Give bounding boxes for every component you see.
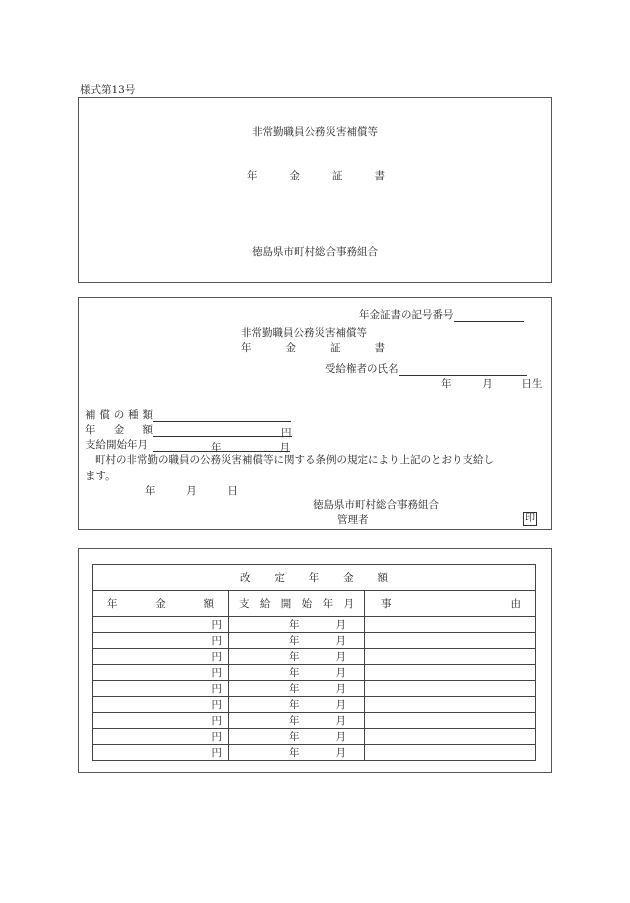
start-year-label: 年 <box>211 442 222 454</box>
start-cell[interactable] <box>229 713 365 729</box>
header-char: 金 <box>155 598 166 610</box>
birth-date <box>441 376 542 391</box>
month-label: 月 <box>335 715 346 727</box>
header-char: 年 <box>107 598 118 610</box>
issue-month-label: 月 <box>186 485 197 497</box>
birth-month-label: 月 <box>482 378 493 390</box>
label-char: 金 <box>113 424 125 436</box>
start-month-label: 月 <box>279 442 290 454</box>
year-label: 年 <box>289 667 300 679</box>
cover-subtitle <box>247 168 385 183</box>
issue-day-label: 日 <box>227 485 238 497</box>
year-label: 年 <box>289 651 300 663</box>
annual-amount-line[interactable] <box>153 425 281 437</box>
title-char: 改 <box>240 572 251 584</box>
header-char: 支 <box>239 598 250 610</box>
body-text-line1: 町村の非常勤の職員の公務災害補償等に関する条例の規定により上記のとおり支給し <box>95 454 494 466</box>
month-label: 月 <box>335 683 346 695</box>
form-number: 様式第13号 <box>80 84 136 96</box>
beneficiary-field <box>325 361 527 376</box>
table-row <box>93 633 536 649</box>
compensation-type-line[interactable] <box>153 410 291 422</box>
certificate-subtitle-char: 金 <box>285 342 296 354</box>
certificate-box <box>78 297 552 530</box>
yen-label: 円 <box>211 747 222 759</box>
header-char: 月 <box>343 598 354 610</box>
annual-amount-field <box>85 422 292 437</box>
table-row <box>93 617 536 633</box>
amount-cell[interactable] <box>93 697 229 713</box>
start-cell[interactable] <box>229 649 365 665</box>
yen-label: 円 <box>211 715 222 727</box>
start-year-line[interactable] <box>153 440 211 452</box>
revision-table-title <box>93 565 536 591</box>
label-char: 額 <box>142 424 153 436</box>
reason-cell[interactable] <box>365 633 536 649</box>
title-char: 額 <box>377 572 388 584</box>
compensation-type-label <box>85 407 153 422</box>
reason-cell[interactable] <box>365 649 536 665</box>
header-char: 年 <box>322 598 334 610</box>
annual-amount-yen: 円 <box>281 427 292 439</box>
label-char: 償 <box>99 409 110 421</box>
yen-label: 円 <box>211 731 222 743</box>
yen-label: 円 <box>211 683 222 695</box>
cover-subtitle-char: 年 <box>247 170 258 182</box>
compensation-type-field <box>85 407 291 422</box>
amount-cell[interactable] <box>93 713 229 729</box>
table-row <box>93 745 536 761</box>
amount-cell[interactable] <box>93 745 229 761</box>
amount-cell[interactable] <box>93 729 229 745</box>
month-label: 月 <box>335 667 346 679</box>
reason-cell[interactable] <box>365 665 536 681</box>
year-label: 年 <box>289 619 300 631</box>
start-cell[interactable] <box>229 681 365 697</box>
label-char: 類 <box>142 409 153 421</box>
record-number-field <box>359 307 524 322</box>
start-cell[interactable] <box>229 697 365 713</box>
table-row <box>93 681 536 697</box>
certificate-issuer: 徳島県市町村総合事務組合 <box>313 499 439 511</box>
issue-date <box>145 483 238 498</box>
cover-subtitle-char: 金 <box>289 170 300 182</box>
certificate-subtitle-char: 年 <box>241 342 252 354</box>
label-char: 補 <box>85 409 96 421</box>
header-reason <box>365 591 536 617</box>
reason-cell[interactable] <box>365 681 536 697</box>
amount-cell[interactable] <box>93 649 229 665</box>
annual-amount-label <box>85 422 153 437</box>
record-number-line[interactable] <box>454 310 524 322</box>
issue-year-label: 年 <box>145 485 156 497</box>
table-row <box>93 713 536 729</box>
yen-label: 円 <box>211 699 222 711</box>
year-label: 年 <box>289 683 300 695</box>
year-label: 年 <box>289 731 300 743</box>
year-label: 年 <box>289 715 300 727</box>
cover-issuer: 徳島県市町村総合事務組合 <box>252 246 378 258</box>
label-char: 種 <box>128 409 139 421</box>
revision-table <box>92 564 536 761</box>
month-label: 月 <box>335 635 346 647</box>
header-reason-1: 事 <box>381 598 392 610</box>
month-label: 月 <box>335 747 346 759</box>
amount-cell[interactable] <box>93 617 229 633</box>
beneficiary-label: 受給権者の氏名 <box>325 363 399 375</box>
cover-subtitle-char: 証 <box>332 170 343 182</box>
reason-cell[interactable] <box>365 745 536 761</box>
header-char: 開 <box>280 598 292 610</box>
reason-cell[interactable] <box>365 697 536 713</box>
yen-label: 円 <box>211 619 222 631</box>
table-row <box>93 697 536 713</box>
label-char: の <box>113 409 125 421</box>
year-label: 年 <box>289 747 300 759</box>
start-date-field <box>85 437 290 452</box>
certificate-subtitle-char: 書 <box>374 342 385 354</box>
header-char: 始 <box>301 598 313 610</box>
title-char: 定 <box>274 572 285 584</box>
header-amount <box>93 591 229 617</box>
year-label: 年 <box>289 699 300 711</box>
label-char: 年 <box>85 424 96 436</box>
yen-label: 円 <box>211 667 222 679</box>
month-label: 月 <box>335 619 346 631</box>
year-label: 年 <box>289 635 300 647</box>
birth-day-label: 日生 <box>521 378 543 390</box>
month-label: 月 <box>335 699 346 711</box>
table-row <box>93 665 536 681</box>
yen-label: 円 <box>211 635 222 647</box>
start-date-label: 支給開始年月 <box>85 439 148 451</box>
month-label: 月 <box>335 651 346 663</box>
amount-cell[interactable] <box>93 681 229 697</box>
manager-label: 管理者 <box>337 514 369 526</box>
start-cell[interactable] <box>229 665 365 681</box>
header-char: 額 <box>203 598 214 610</box>
header-char: 給 <box>259 598 271 610</box>
amount-cell[interactable] <box>93 665 229 681</box>
reason-cell[interactable] <box>365 713 536 729</box>
beneficiary-line[interactable] <box>399 364 527 376</box>
birth-year-label: 年 <box>441 378 452 390</box>
title-char: 年 <box>308 572 320 584</box>
record-number-label: 年金証書の記号番号 <box>359 309 454 321</box>
start-cell[interactable] <box>229 633 365 649</box>
start-month-line[interactable] <box>222 440 280 452</box>
certificate-subtitle <box>241 340 385 355</box>
certificate-subtitle-char: 証 <box>330 342 341 354</box>
yen-label: 円 <box>211 651 222 663</box>
amount-cell[interactable] <box>93 633 229 649</box>
body-text-line2: ます。 <box>85 470 116 482</box>
seal-mark: 印 <box>525 513 535 524</box>
cover-box <box>78 97 552 283</box>
header-start <box>229 591 365 617</box>
header-reason-2: 由 <box>510 598 521 610</box>
certificate-title: 非常勤職員公務災害補償等 <box>241 327 367 339</box>
table-row <box>93 649 536 665</box>
start-cell[interactable] <box>229 617 365 633</box>
month-label: 月 <box>335 731 346 743</box>
cover-subtitle-char: 書 <box>374 170 385 182</box>
table-row <box>93 729 536 745</box>
start-cell[interactable] <box>229 745 365 761</box>
start-cell[interactable] <box>229 729 365 745</box>
reason-cell[interactable] <box>365 617 536 633</box>
cover-title: 非常勤職員公務災害補償等 <box>252 126 378 138</box>
title-char: 金 <box>343 572 354 584</box>
reason-cell[interactable] <box>365 729 536 745</box>
